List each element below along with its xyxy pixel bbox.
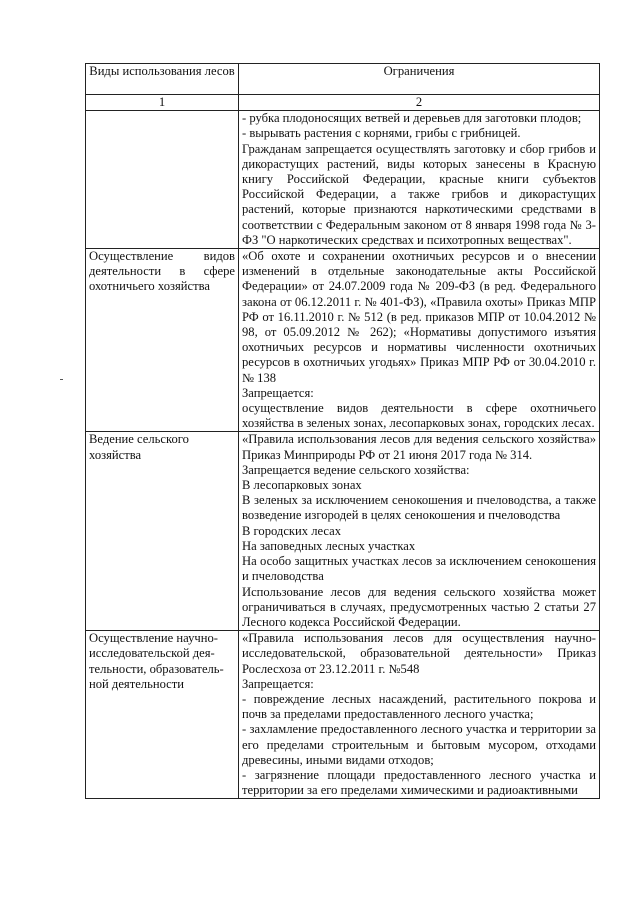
restriction-paragraph: На особо защитных участках лесов за исключением сенокошения и пчеловодства [242,554,596,584]
restriction-paragraph: «Правила использования лесов для осуществления научно-исследовательской, образовательной деятельности» Приказ Рослесхоза от 23.12.2011 г. №548 [242,631,596,676]
restriction-paragraph: - загрязнение площади предоставленного лесного участка и территории за его пределами химическими и радиоактивными [242,767,596,798]
restriction-paragraph: осуществление видов деятельности в сфере охотничьего хозяйства в зеленых зонах, лесопарковых зонах, городских лесах. [242,401,596,431]
restriction-paragraph: «Правила использования лесов для ведения сельского хозяйства» Приказ Минприроды РФ от 21 июня 2017 года № 314. [242,432,596,462]
restriction-paragraph: В городских лесах [242,523,342,538]
restriction-paragraph: - повреждение лесных насаждений, растительного покрова и почв за пределами предоставленного лесного участка; [242,691,596,722]
restriction-paragraph: В зеленых за исключением сенокошения и пчеловодства, а также возведение изгородей в целях сенокошения и пчеловодства [242,493,596,523]
restriction-paragraph: Использование лесов для ведения сельского хозяйства может ограничиваться в случаях, предусмотренных частью 2 статьи 27 Лесного кодекса Российской Федерации. [242,584,596,629]
restriction-paragraph: - захламление предоставленного лесного участка и территории за его пределами строительным и бытовым мусором, отходами древесины, иными видами отходов; [242,722,596,767]
table-row [86,631,600,799]
column-number-row [86,95,600,111]
restriction-paragraph: Запрещается: [242,676,314,691]
row-restrictions-cell [239,249,600,432]
restriction-paragraph: - рубка плодоносящих ветвей и деревьев для заготовки плодов; [242,111,582,126]
row-type: Осуществление научно-исследовательской дея-тельности, образователь-ной деятельности [89,631,224,691]
row-restrictions-cell [239,111,600,249]
restrictions-table [85,63,600,799]
table-header-row [86,64,600,95]
restriction-paragraph: - вырывать растения с корнями, грибы с грибницей. [242,126,521,141]
row-type-cell [86,111,239,249]
row-restrictions-cell [239,432,600,631]
scan-speck [60,379,63,380]
restriction-paragraph: На заповедных лесных участках [242,538,416,553]
table-row [86,432,600,631]
header-restrictions: Ограничения [239,64,600,95]
column-number-1: 1 [86,95,239,111]
restriction-paragraph: «Об охоте и сохранении охотничьих ресурсов и о внесении изменений в отдельные законодательные акты Российской Федерации» от 24.07.2009 года № 209-ФЗ (в ред. Федерального закона от 06.12.2011 г. № 401-ФЗ), «Правила охоты» Приказ МПР РФ от 16.11.2010 г. № 512 (в ред. приказов МПР от 10.04.2012 № 98, от 05.09.2012 № 262); «Нормативы допустимого изъятия охотничьих ресурсов и нормативы численности охотничьих ресурсов в охотничьих угодьях» Приказ МПР РФ от 30.04.2010 г. № 138 [242,249,596,385]
column-number-2: 2 [239,95,600,111]
row-type-cell [86,249,239,432]
row-restrictions-cell [239,631,600,799]
row-type-cell [86,432,239,631]
restriction-paragraph: Запрещается: [242,385,314,400]
header-forest-use-types: Виды использования лесов [86,64,239,95]
restriction-paragraph: В лесопарковых зонах [242,478,362,493]
restriction-paragraph: Гражданам запрещается осуществлять заготовку и сбор грибов и дикорастущих растений, виды которых занесены в Красную книгу Российской Федерации, красные книги субъектов Российской Федерации, а также грибов и дикорастущих растений, которые признаются наркотическими средствами в соответствии с Федеральным законом от 8 января 1998 года № 3-ФЗ "О наркотических средствах и психотропных веществах". [242,141,596,247]
table-row [86,111,600,249]
row-type-cell [86,631,239,799]
row-type: Ведение сельского хозяйства [89,432,189,462]
table-row [86,249,600,432]
restriction-paragraph: Запрещается ведение сельского хозяйства: [242,462,470,477]
row-type: Осуществление видов деятельности в сфере охотничьего хозяйства [89,249,235,294]
